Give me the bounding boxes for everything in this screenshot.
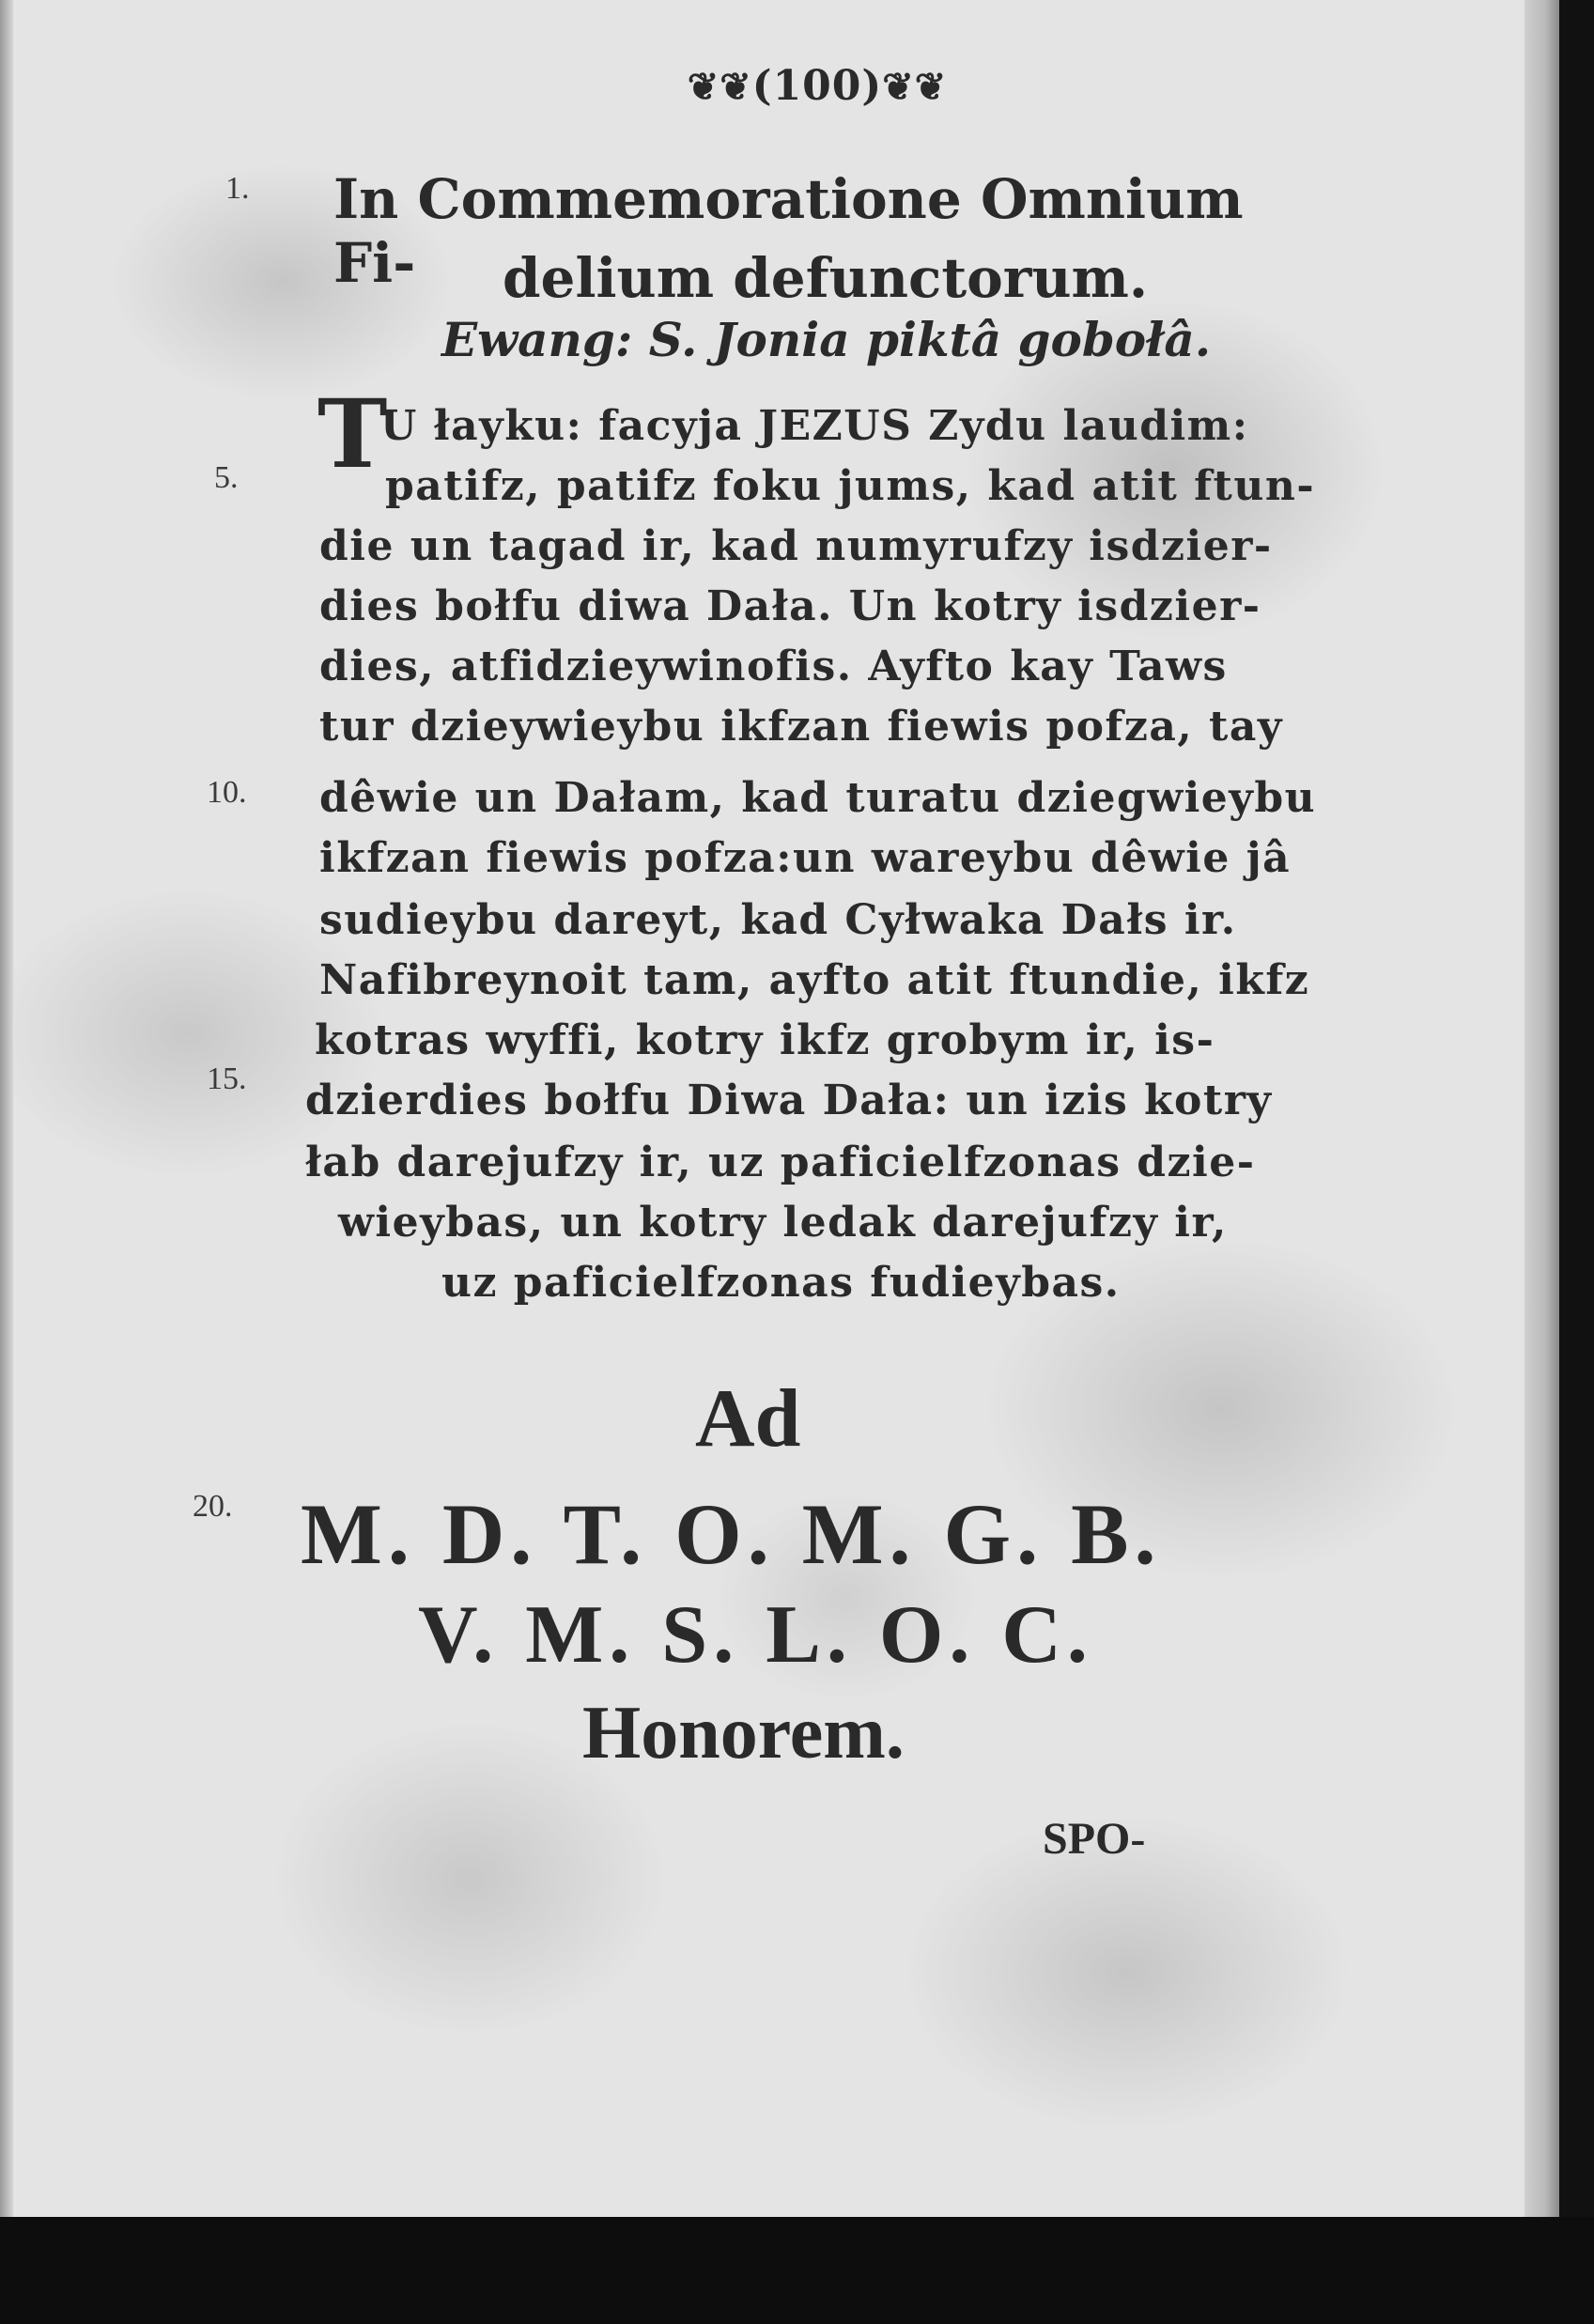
dark-background [0,2217,1594,2324]
dedication-line-2: V. M. S. L. O. C. [418,1589,1093,1681]
body-line: wieybas, un kotry ledak darejufzy ir, [338,1199,1228,1247]
title-line-2: delium defunctorum. [503,246,1149,310]
header-ornament-right-icon: ❦❦ [882,65,948,109]
line-number-5: 5. [214,460,239,495]
drop-cap: T [317,379,388,489]
body-line: dêwie un Dałam, kad turatu dziegwieybu [319,774,1317,822]
dedication-ad: Ad [695,1373,801,1464]
body-line: patifz, patifz foku jums, kad atit ftun- [385,462,1316,510]
catchword: SPO- [1043,1814,1146,1864]
line-number-10: 10. [207,775,247,810]
header-ornament-left-icon: ❦❦ [687,65,752,109]
title-line-1: In Commemoratione Omnium Fi- [333,167,1244,295]
body-line: uz paficielfzonas fudieybas. [441,1259,1121,1307]
body-line: dies, atfidzieywinofis. Ayfto kay Taws [319,643,1228,690]
body-line: dzierdies bołfu Diwa Dała: un izis kotry [305,1077,1273,1124]
body-line: kotras wyffi, kotry ikfz grobym ir, is- [315,1016,1215,1064]
dedication-line-3: Honorem. [582,1692,905,1774]
page-right-edge [1524,0,1559,2217]
line-number-15: 15. [207,1061,247,1096]
dedication-line-1: M. D. T. O. M. G. B. [301,1486,1162,1582]
gospel-reference: Ewang: S. Jonia piktâ gobołâ. [441,312,1212,367]
page-number: (100) [751,62,883,110]
body-line: die un tagad ir, kad numyrufzy isdzier- [319,522,1273,570]
body-line: Nafibreynoit tam, ayfto atit ftundie, ikfz [319,956,1310,1004]
body-line: ikfzan fiewis pofza:un wareybu dêwie jâ [319,834,1292,882]
body-line: tur dzieywieybu ikfzan fiewis pofza, tay [319,703,1283,751]
page-left-edge [0,0,13,2217]
body-line: dies bołfu diwa Dała. Un kotry isdzier- [319,582,1261,630]
page-header [658,62,977,110]
body-line: sudieybu dareyt, kad Cyłwaka Dałs ir. [319,896,1237,944]
line-number-1: 1. [225,171,250,206]
line-number-20: 20. [193,1489,233,1524]
body-line: U łayku: facyja JEZUS Zydu laudim: [380,402,1249,450]
body-line: łab darejufzy ir, uz paficielfzonas dzie- [305,1139,1256,1186]
